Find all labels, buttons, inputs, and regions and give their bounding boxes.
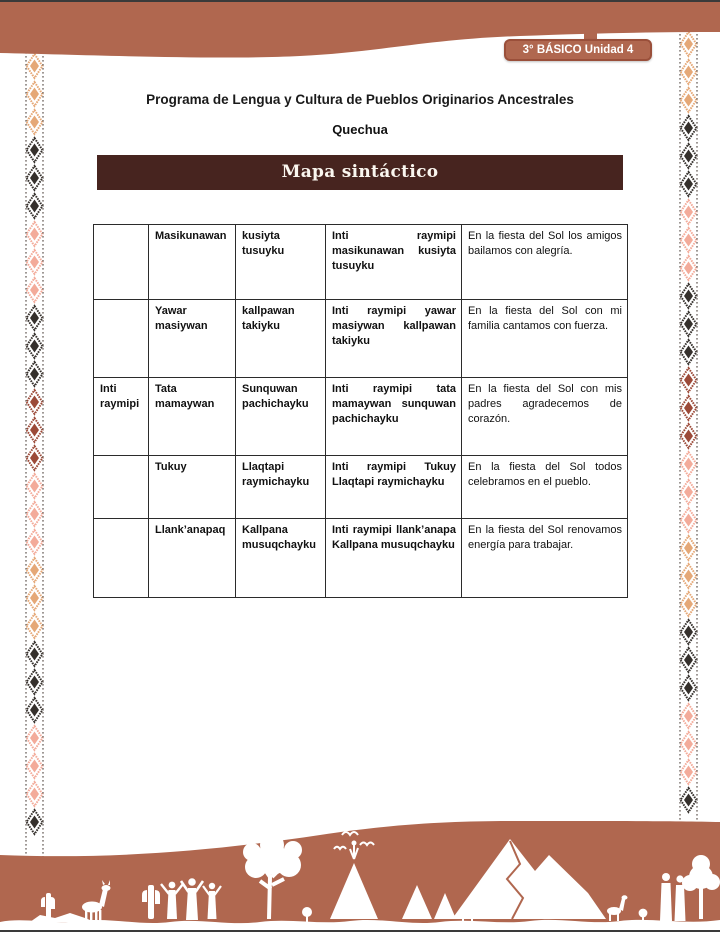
table-row — [94, 225, 628, 300]
table-cell: Tukuy — [149, 456, 236, 519]
table-cell — [94, 300, 149, 378]
table-cell: En la fiesta del Sol todos celebramos en el pueblo. — [462, 456, 628, 519]
table-cell: kallpawan takiyku — [236, 300, 326, 378]
table-cell: kusiyta tusuyku — [236, 225, 326, 300]
table-cell — [94, 456, 149, 519]
table-cell: Kallpana musuqchayku — [236, 519, 326, 598]
table-cell: En la fiesta del Sol renovamos energía para trabajar. — [462, 519, 628, 598]
footer-landscape-illustration — [0, 819, 720, 932]
table-cell: Inti raymipi — [94, 378, 149, 456]
table-cell: En la fiesta del Sol con mi familia cantamos con fuerza. — [462, 300, 628, 378]
table-row — [94, 456, 628, 519]
table-cell: Inti raymipi masikunawan kusiyta tusuyku — [326, 225, 462, 300]
table-cell: Inti raymipi llank’anapa Kallpana musuqchayku — [326, 519, 462, 598]
table-row — [94, 519, 628, 598]
table-cell — [94, 225, 149, 300]
table-cell — [94, 519, 149, 598]
left-textile-border — [23, 52, 46, 867]
table-cell: Masikunawan — [149, 225, 236, 300]
program-title: Programa de Lengua y Cultura de Pueblos Originarios Ancestrales — [146, 92, 574, 107]
table-cell: Inti raymipi Tukuy Llaqtapi raymichayku — [326, 456, 462, 519]
table-cell: Llank’anapaq — [149, 519, 236, 598]
table-cell: Sunquwan pachichayku — [236, 378, 326, 456]
section-banner: Mapa sintáctico — [97, 155, 623, 190]
right-textile-border — [677, 30, 700, 837]
table-cell: En la fiesta del Sol los amigos bailamos con alegría. — [462, 225, 628, 300]
table-row — [94, 300, 628, 378]
table-row — [94, 378, 628, 456]
table-cell: En la fiesta del Sol con mis padres agradecemos de corazón. — [462, 378, 628, 456]
table-cell: Llaqtapi raymichayku — [236, 456, 326, 519]
table-cell: Yawar masiywan — [149, 300, 236, 378]
table-cell: Inti raymipi tata mamaywan sunquwan pachichayku — [326, 378, 462, 456]
language-subtitle: Quechua — [332, 122, 388, 137]
table-cell: Inti raymipi yawar masiywan kallpawan takiyku — [326, 300, 462, 378]
table-cell: Tata mamaywan — [149, 378, 236, 456]
unit-badge: 3° BÁSICO Unidad 4 — [504, 39, 652, 61]
syntactic-map-table — [93, 224, 628, 598]
